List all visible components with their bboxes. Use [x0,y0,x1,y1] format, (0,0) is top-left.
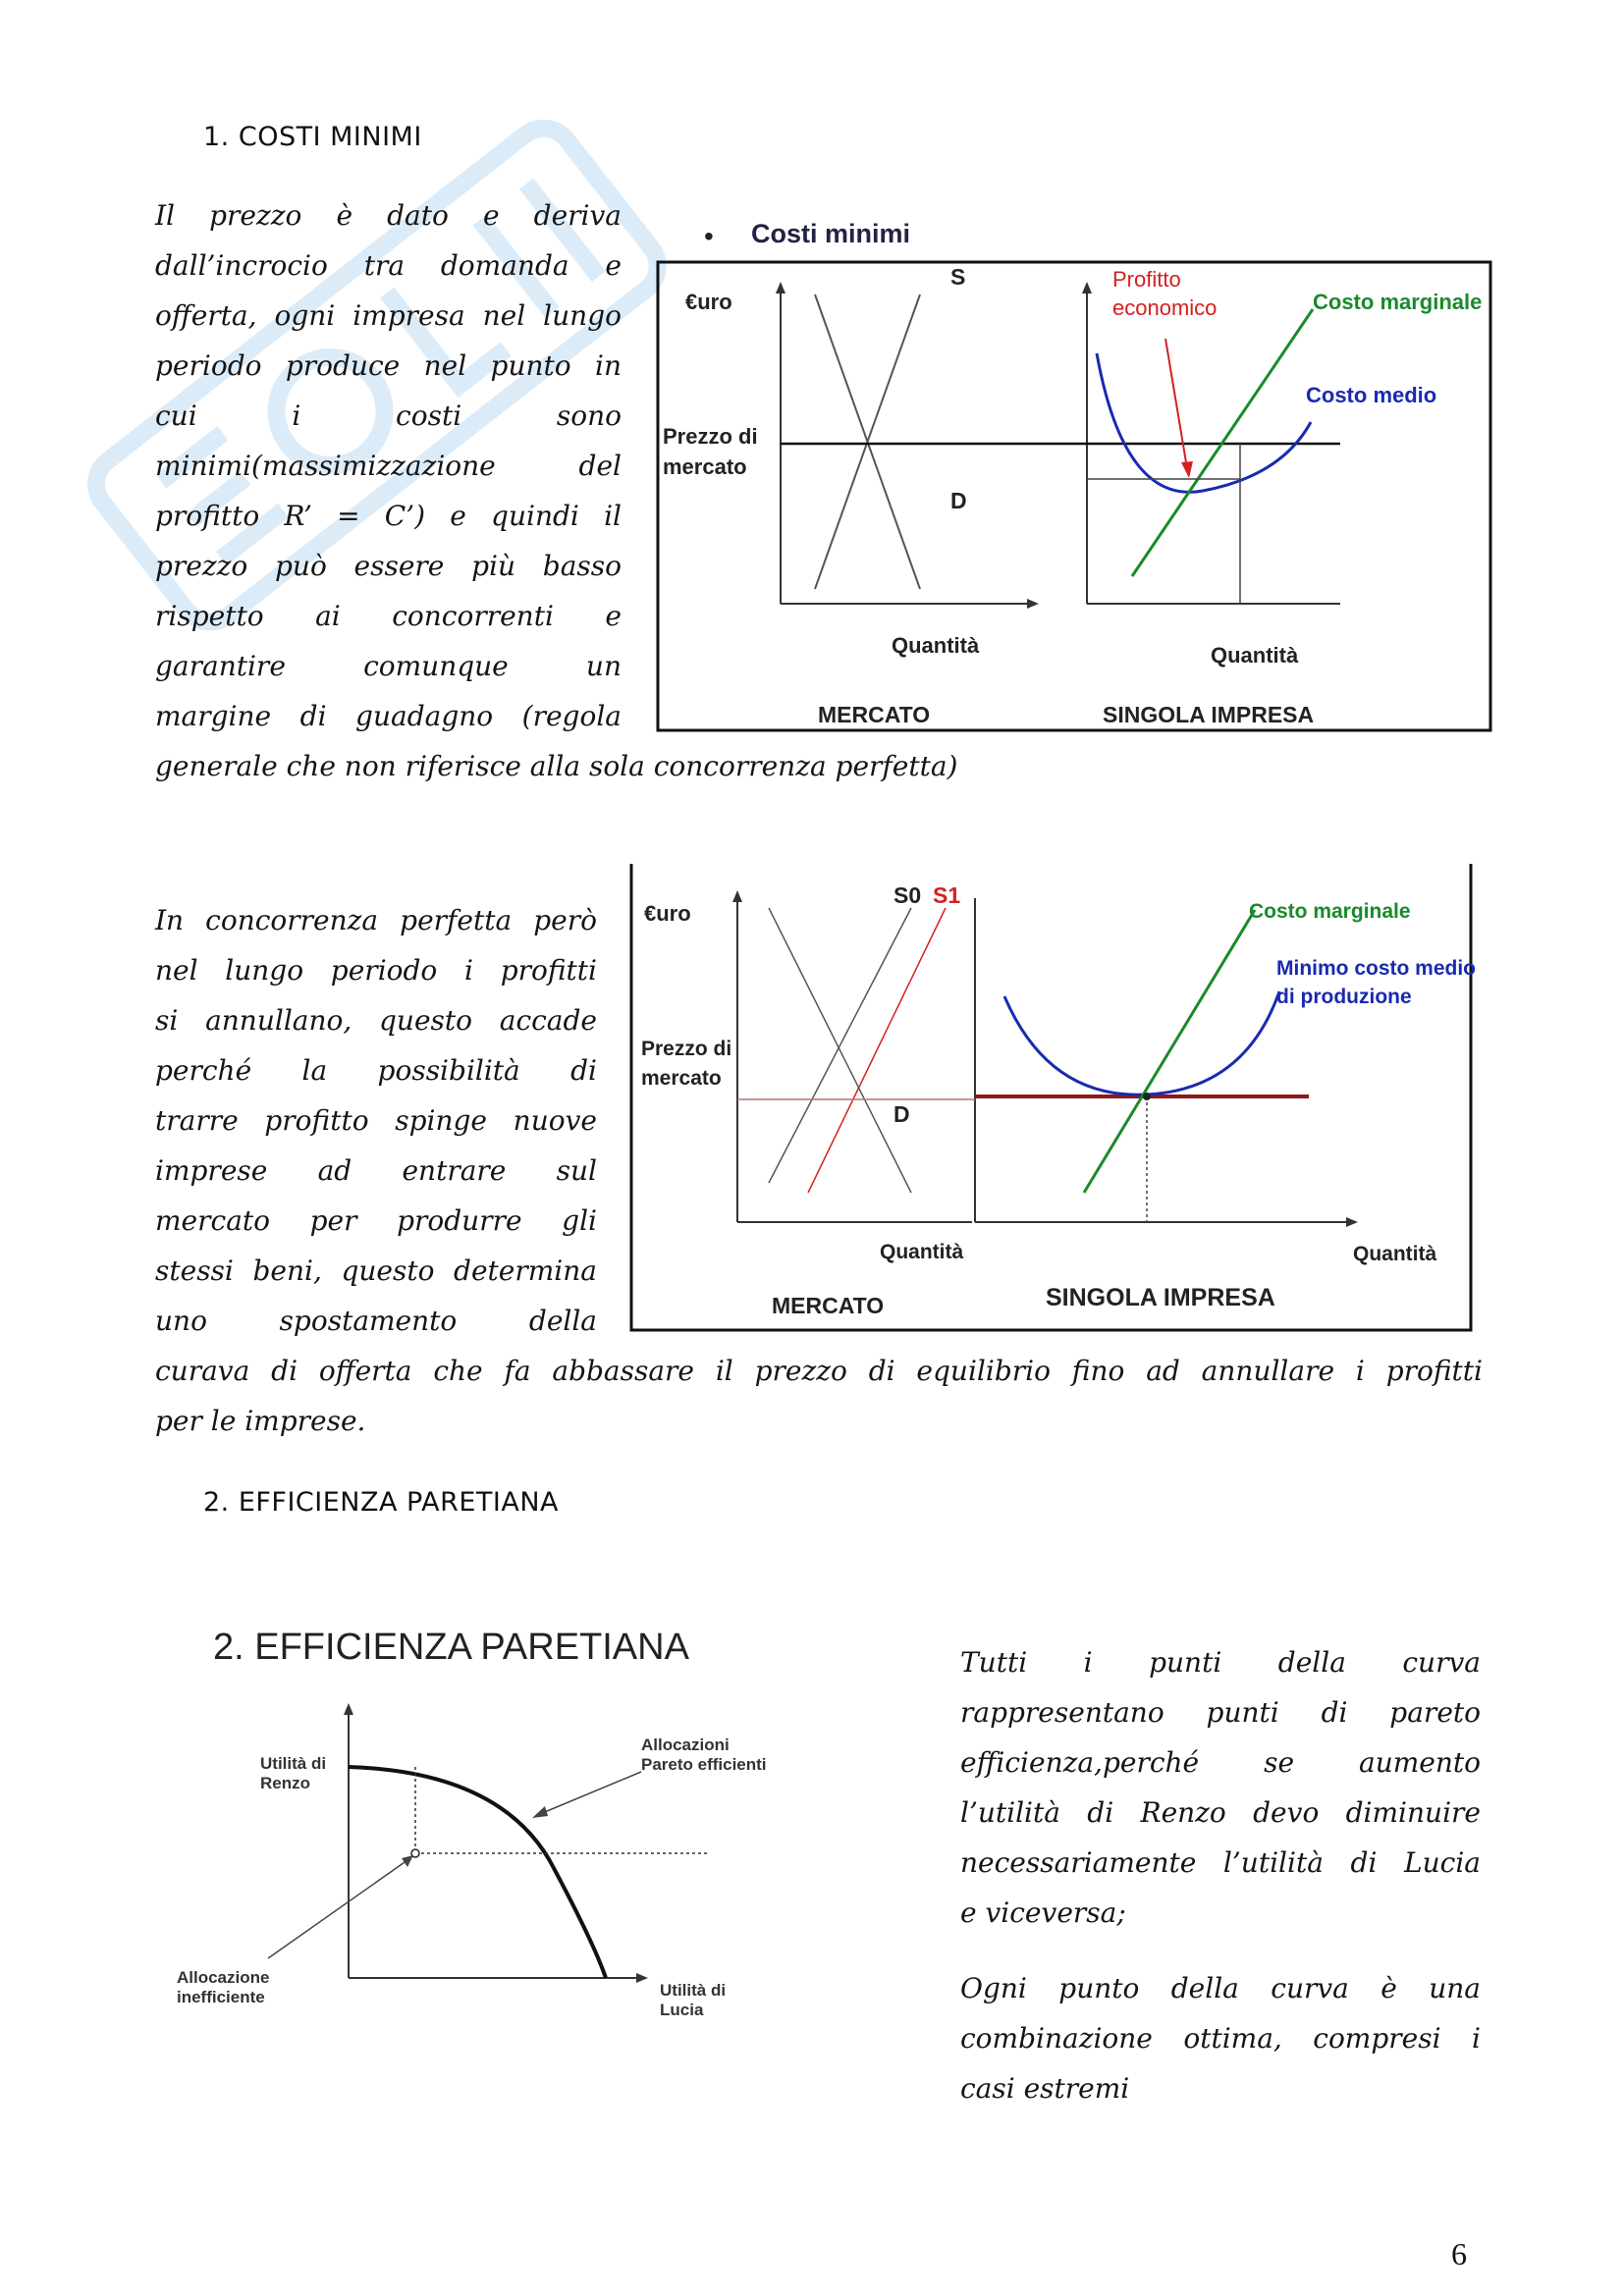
figure-concorrenza-perfetta [626,859,1481,1335]
text-line: margine di guadagno (regola [155,700,622,732]
supply-label: S [950,264,966,290]
text-line: si annullano, questo accade [155,1004,597,1037]
axis-y-label: €uro [644,901,691,926]
page-number: 6 [1451,2236,1467,2271]
text-line: stessi beni, questo determina [155,1255,597,1287]
arrow-icon [732,890,742,902]
text-line: nel lungo periodo i profitti [155,954,597,987]
text-line: dall’incrocio tra domanda e [155,249,622,282]
text-line: imprese ad entrare sul [155,1154,597,1187]
average-cost-label: Costo medio [1306,383,1437,407]
text-line: Ogni punto della curva è una [960,1972,1481,2004]
inefficient-label: inefficiente [177,1988,265,2006]
axis-y-label: €uro [685,290,732,314]
axis-x-label: Quantità [1353,1243,1437,1265]
arrow-icon [532,1806,548,1818]
panel-label: SINGOLA IMPRESA [1103,702,1315,727]
text-line: rappresentano punti di pareto [960,1696,1481,1729]
figure-bullet: • [704,221,714,251]
text-line: garantire comunque un [155,650,622,682]
text-line: minimi(massimizzazione del [155,450,622,482]
price-label: Prezzo di [641,1038,732,1060]
text-line: necessariamente l’utilità di Lucia [960,1846,1481,1879]
text-line: periodo produce nel punto in [155,349,622,382]
section-2-heading: 2. EFFICIENZA PARETIANA [203,1487,559,1518]
text-line: trarre profitto spinge nuove [155,1104,597,1137]
arrow-icon [636,1973,648,1983]
arrow-icon [1346,1217,1358,1227]
arrow-icon [1181,461,1193,478]
text-line: e viceversa; [960,1896,1126,1929]
min-cost-label: Minimo costo medio [1276,957,1477,980]
text-line: prezzo può essere più basso [155,550,622,582]
text-line: combinazione ottima, compresi i [960,2022,1481,2055]
figure-efficienza-paretiana [162,1620,869,2032]
section-2-paragraph [960,1637,1481,1938]
section-1-heading: 1. COSTI MINIMI [203,122,422,152]
supply-s0-label: S0 [893,882,922,908]
min-average-cost-curve [1004,991,1279,1095]
text-line: Tutti i punti della curva [960,1646,1481,1679]
text-line: perché la possibilità di [155,1054,597,1087]
axis-y-label: Renzo [260,1774,310,1792]
text-line: mercato per produrre gli [155,1204,597,1237]
panel-label: MERCATO [818,702,931,727]
profit-label: economico [1112,295,1218,320]
axis-x-label: Quantità [880,1241,964,1263]
arrow-icon [1082,282,1092,294]
profit-arrow [1165,339,1187,468]
marginal-cost-curve [1084,910,1255,1193]
section-1-paragraph-last-line: generale che non riferisce alla sola concorrenza perfetta) [155,750,958,782]
section-2-paragraph-2 [960,1963,1481,2113]
axis-x-label: Utilità di [660,1981,727,2000]
section-1-paragraph-2-tail [155,1346,1483,1446]
price-label: mercato [641,1067,722,1090]
text-line: per le imprese. [155,1405,366,1437]
figure-title: 2. EFFICIENZA PARETIANA [213,1627,689,1668]
text-line: curava di offerta che fa abbassare il prezzo di equilibrio fino ad annullare i profitti [155,1355,1483,1387]
inefficient-label: Allocazione [177,1968,270,1987]
supply-curve-s1 [808,908,946,1193]
text-line: offerta, ogni impresa nel lungo [155,299,622,332]
pareto-frontier-curve [349,1767,606,1978]
text-line: casi estremi [960,2072,1130,2105]
price-label: mercato [663,454,747,479]
axis-x-label: Quantità [1211,643,1299,667]
text-line: efficienza,perché se aumento [960,1746,1481,1779]
text-line: In concorrenza perfetta però [155,904,597,936]
figure-costi-minimi [653,211,1497,736]
panel-label: SINGOLA IMPRESA [1046,1284,1275,1311]
demand-label: D [893,1101,910,1127]
text-line: uno spostamento della [155,1305,597,1337]
inefficient-arrow [268,1860,407,1958]
section-1-paragraph-2 [155,895,597,1346]
text-line: rispetto ai concorrenti e [155,600,622,632]
text-line: cui i costi sono [155,400,622,432]
axis-y-label: Utilità di [260,1754,327,1773]
panel-label: MERCATO [772,1293,885,1318]
arrow-icon [344,1703,353,1715]
arrow-icon [776,282,785,294]
demand-label: D [950,488,967,513]
figure-title: Costi minimi [751,219,911,248]
arrow-icon [402,1855,413,1867]
marginal-cost-label: Costo marginale [1249,900,1411,923]
text-line: profitto R’ = C’) e quindi il [155,500,622,532]
section-1-paragraph [155,190,622,741]
text-line: Il prezzo è dato e deriva [155,199,622,232]
equilibrium-point [1143,1093,1151,1100]
axis-x-label: Lucia [660,2001,704,2019]
arrow-icon [1027,599,1039,609]
marginal-cost-label: Costo marginale [1313,290,1483,314]
supply-s1-label: S1 [933,882,961,908]
min-cost-label: di produzione [1276,986,1412,1008]
price-label: Prezzo di [663,424,758,449]
efficient-arrow [540,1772,641,1814]
efficient-label: Pareto efficienti [641,1755,767,1774]
axis-x-label: Quantità [892,633,980,658]
profit-label: Profitto [1112,267,1181,292]
text-line: l’utilità di Renzo devo diminuire [960,1796,1481,1829]
efficient-label: Allocazioni [641,1735,730,1754]
figure-frame [658,262,1490,730]
